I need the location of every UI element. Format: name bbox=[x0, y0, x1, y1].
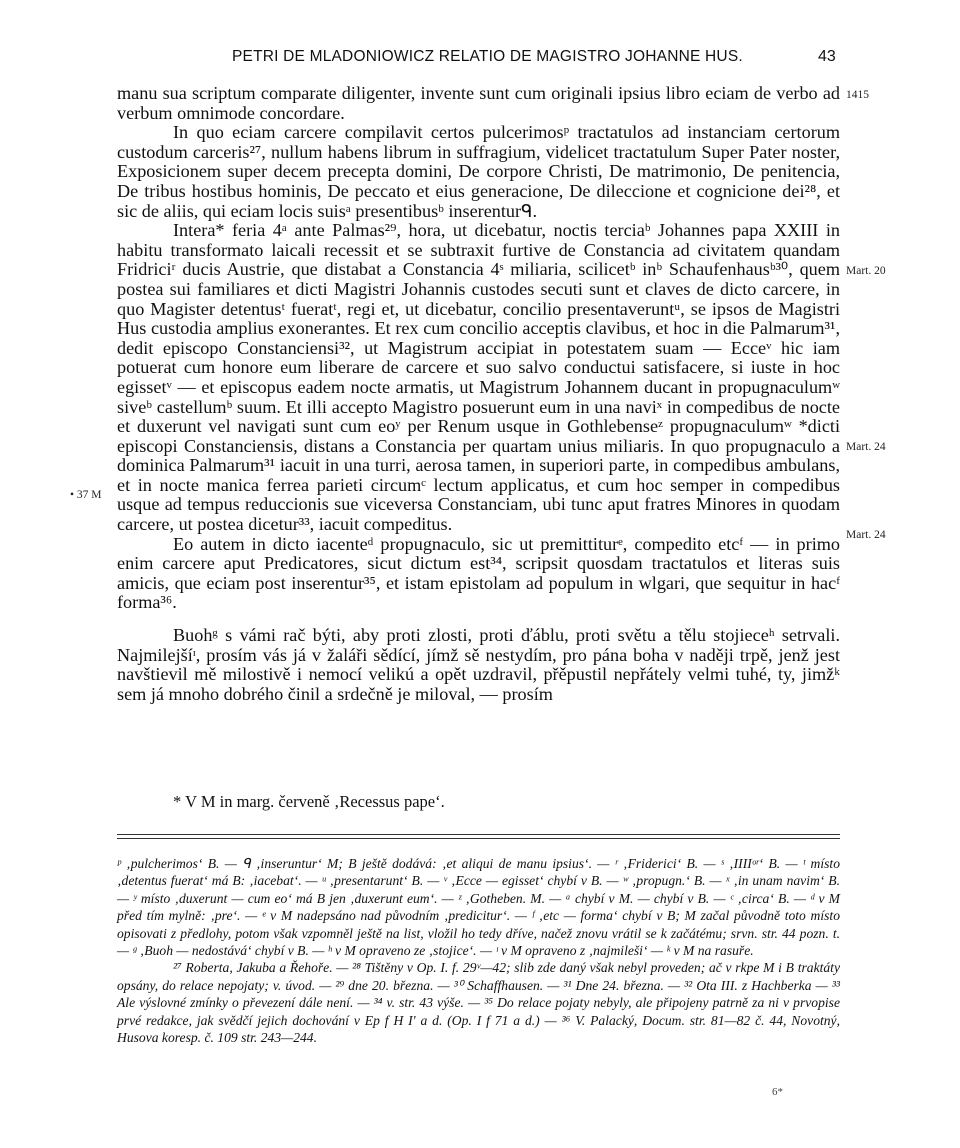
paragraph-3: Intera* feria 4ᵃ ante Palmas²⁹, hora, ut dicebatur, noctis terciaᵇ Johannes papa XXIII in habitu transformato laicali recessit et se subtraxit furtive de Constancia ad civitatem quandam Fridriciʳ ducis Austrie, que distabat a Constancia 4ˢ miliaria, scilicetᵇ inᵇ Schaufenhausᵇ³⁰, quem postea sui familiares et dicti Magistri Johannis custodes secuti sunt et claves de dicto carcere, in quo Magister detentusᵗ fueratᵗ, regi et, ut dicebatur, concilio presentaveruntᵘ, se ipsos de Magistri Hus custodia amplius exonerantes. Et rex cum concilio acceptis clavibus, et hoc in die Palmarum³¹, dedit episcopo Constanciensi³², ut Magistrum accipiat in potestatem suam — Ecceᵛ hic iam potuerat cum honore eum liberare de carcere et suo salvo conductui satisfacere, si iuste in hoc egissetᵛ — et episcopus eadem nocte armatis, ut Magistrum Johannem ducant in propugnaculumʷ siveᵇ castellumᵇ suum. Et illi accepto Magistro posuerunt eum in una naviˣ in compedibus de nocte et duxerunt vel navigati sunt cum eoʸ per Renum usque in Gothlebenseᶻ propugnaculumʷ *dicti episcopi Constanciensis, distans a Constancia per quartam unius miliaris. In quo propugnaculo a dominica Palmarum³¹ iacuit in una turri, aerosa tamen, in superiori parte, in compedibus ambulans, et in nocte manica ferrea parieti circumᶜ lectum applicatus, et cum hoc semper in compedibus usque ad tempus reduccionis sue viceversa Constanciam, ubi tunc aput fratres Minores in quodam carcere, ut postea dicetur³³, iacuit compeditus. bbox=[117, 220, 840, 535]
paragraph-2: In quo eciam carcere compilavit certos pulcerimosᵖ tractatulos ad instanciam certorum custodum carceris²⁷, nullum habens librum in suffragium, videlicet tractatulum Super Pater noster, Exposicionem super decem precepta domini, De corpore Christi, De matrimonio, De penitencia, De tribus hostibus hominis, De peccato et eius generacione, De dileccione et cognicione dei²⁸, et sic de aliis, qui eciam locis suisᵃ presentibusᵇ inserenturᑫ. bbox=[117, 122, 840, 221]
footnotes-text bbox=[117, 855, 840, 1046]
margin-folio-37-m: • 37 M bbox=[70, 489, 102, 501]
running-head: PETRI DE MLADONIOWICZ RELATIO DE MAGISTRO JOHANNE HUS. bbox=[232, 48, 743, 65]
margin-year: 1415 bbox=[846, 89, 869, 101]
star-note: * V M in marg. červeně ‚Recessus pape‘. bbox=[173, 792, 445, 811]
signature-mark: 6* bbox=[772, 1086, 783, 1098]
margin-date-mart-24-b: Mart. 24 bbox=[846, 529, 886, 541]
main-text bbox=[117, 84, 840, 704]
page-number: 43 bbox=[818, 48, 836, 65]
page-header bbox=[0, 44, 960, 72]
variant-notes: ᵖ ‚pulcherimos‘ B. — ᑫ ‚inseruntur‘ M; B ještě dodává: ‚et aliqui de manu ipsius‘. — ʳ ‚Friderici‘ B. — ˢ ‚IIIIᵒʳ‘ B. — ᵗ místo ‚detentus fuerat‘ má B: ‚iacebat‘. — ᵘ ‚presentarunt‘ B. — ᵛ ‚Ecce — egisset‘ chybí v B. — ʷ ‚propugn.‘ B. — ˣ ‚in unam navim‘ B. — ʸ místo ‚duxerunt — cum eo‘ má B jen ‚duxerunt eum‘. — ᶻ ‚Gotheben. M. — ᵃ chybí v M. — chybí v B. — ᶜ ‚circa‘ B. — ᵈ v M před tím mylně: ‚pre‘. — ᵉ v M nadepsáno nad původním ‚predicitur‘. — ᶠ ‚etc — forma‘ chybí v B; M začal původně toto místo opisovati z předlohy, potom však vzpomněl ještě na list, vložil ho tedy dříve, načež znovu vrátil se k začátému; srvn. str. 44 pozn. t. — ᵍ ‚Buoh — nedostává‘ chybí v B. — ʰ v M opraveno ze ‚stojice‘. — ᶦ v M opraveno z ‚najmileši‘ — ᵏ v M na rasuře. bbox=[117, 856, 840, 959]
margin-date-mart-20: Mart. 20 bbox=[846, 265, 886, 277]
divider-line-second bbox=[117, 838, 840, 839]
margin-date-mart-24-a: Mart. 24 bbox=[846, 441, 886, 453]
paragraph-1: manu sua scriptum comparate diligenter, invente sunt cum originali ipsius libro eciam de verbo ad verbum omnimode concordare. bbox=[117, 83, 840, 123]
paragraph-5-czech-letter: Buohᵍ s vámi rač býti, aby proti zlosti, proti ďáblu, proti světu a tělu stojieceʰ setrvali. Najmilejšíᶦ, prosím vás já v žaláři sědící, jímž sě nestydím, pro pána boha v naději trpě, jenž jest navštievil mě milostivě i nemocí velikú a opět uzdravil, přěpustil nepřátely velmi tuhé, ty, jimžᵏ sem já mnoho dobrého činil a srdečně je miloval, — prosím bbox=[117, 625, 840, 704]
paragraph-4: Eo autem in dicto iacenteᵈ propugnaculo, sic ut premittiturᵉ, compedito etcᶠ — in primo enim carcere aput Predicatores, sicut dictum est³⁴, scripsit quosdam tractatulos et literas suis amicis, que eciam post inserentur³⁵, et istam epistolam ad populum in wlgari, que sequitur in hacᶠ forma³⁶. bbox=[117, 533, 840, 613]
reference-notes: ²⁷ Roberta, Jakuba a Řehoře. — ²⁸ Tištěny v Op. I. f. 29ᵛ—42; slib zde daný však nebyl proveden; ač v rkpe M i B traktáty opsány, do relace nepojaty; v. úvod. — ²⁹ dne 20. března. — ³⁰ Schaffhausen. — ³¹ Dne 24. března. — ³² Ota III. z Hachberka — ³³ Ale výslovné zmínky o převezení dále není. — ³⁴ v. str. 43 výše. — ³⁵ Do relace pojaty nebyly, ale připojeny patrně za ni v prvopise prvé redakce, jak svědčí jejich dochování v Ep f H I' a d. (Op. I f 71 a d.) — ³⁶ V. Palacký, Docum. str. 81—82 č. 44, Novotný, Husova koresp. č. 109 str. 243—244. bbox=[117, 960, 840, 1046]
footnotes bbox=[117, 792, 840, 1046]
divider-line bbox=[117, 834, 840, 835]
